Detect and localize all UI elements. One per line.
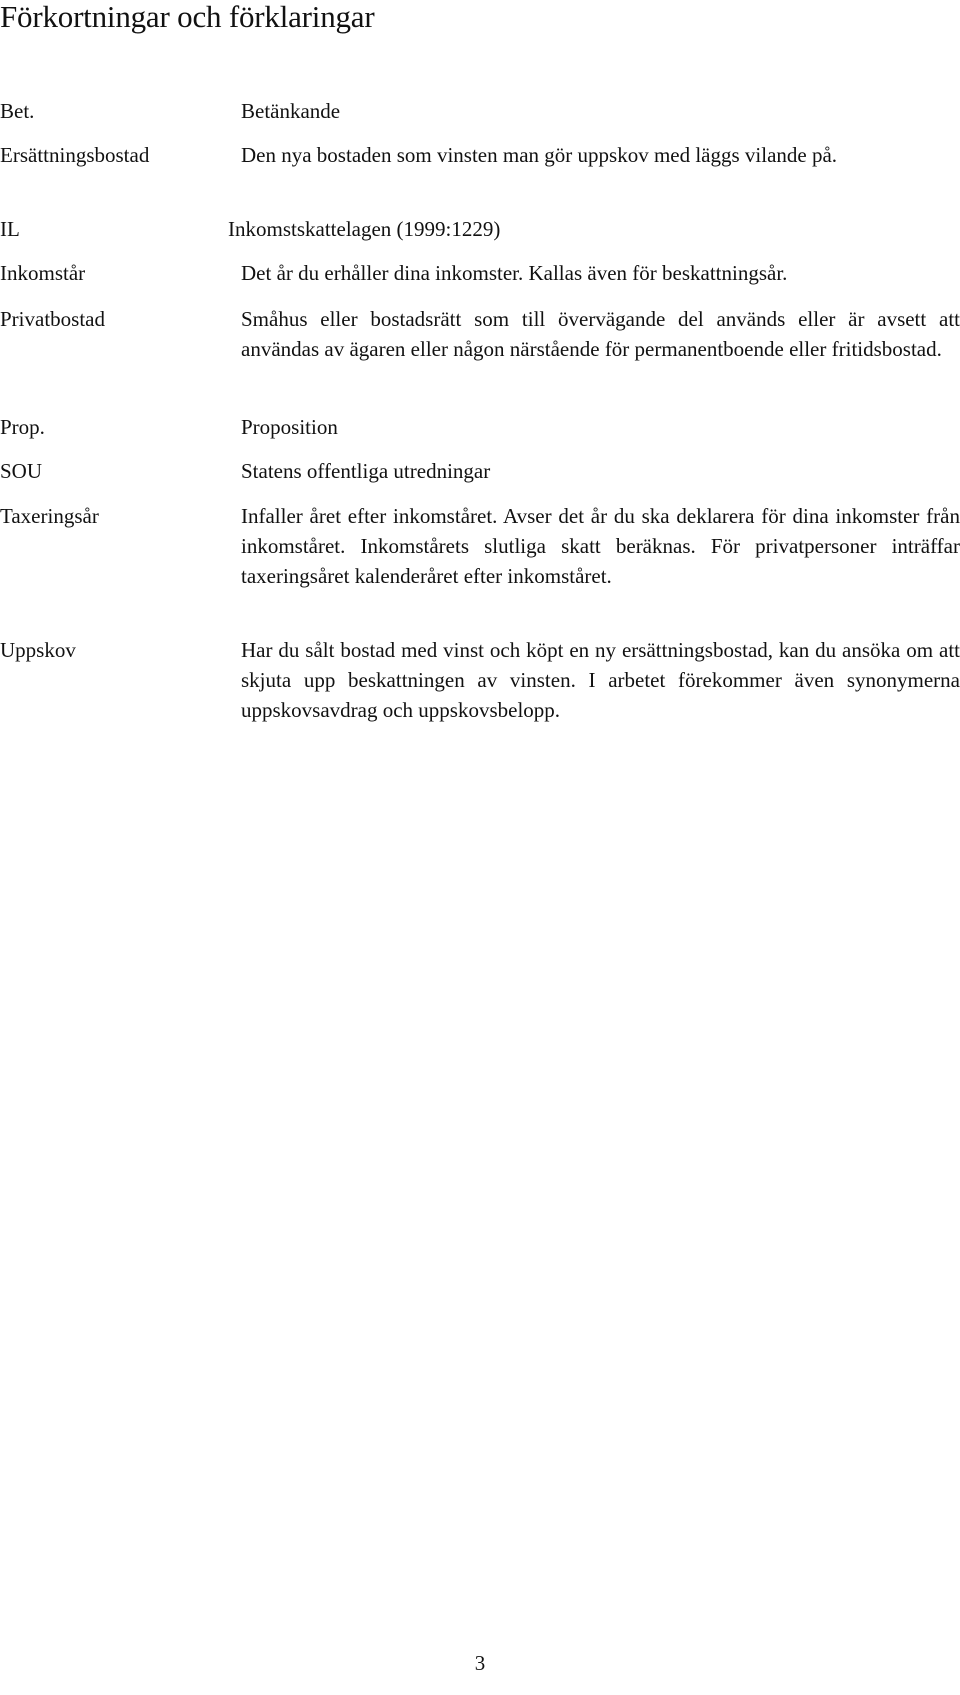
definition-ersattningsbostad: Den nya bostaden som vinsten man gör uppskov med läggs vilande på. xyxy=(241,143,838,167)
term-bet: Bet. xyxy=(0,99,35,123)
definition-bet: Betänkande xyxy=(241,99,341,123)
definition-sou: Statens offentliga utredningar xyxy=(241,459,491,483)
definition-il: Inkomstskattelagen (1999:1229) xyxy=(228,217,501,241)
term-uppskov: Uppskov xyxy=(0,638,76,662)
term-inkomstar: Inkomstår xyxy=(0,261,86,285)
term-ersattningsbostad: Ersättningsbostad xyxy=(0,143,150,167)
term-il: IL xyxy=(0,217,20,241)
definition-inkomstar: Det år du erhåller dina inkomster. Kallas även för beskattningsår. xyxy=(241,261,788,285)
term-privatbostad: Privatbostad xyxy=(0,307,105,331)
definition-uppskov: Har du sålt bostad med vinst och köpt en ny ersättningsbostad, kan du ansöka om att skjuta upp beskattningen av vinsten. I arbetet förekommer även synonymerna uppskovsavdrag och uppskovsbelopp. xyxy=(241,638,960,722)
term-sou: SOU xyxy=(0,459,43,483)
page-number: 3 xyxy=(474,1651,486,1675)
definition-privatbostad: Småhus eller bostadsrätt som till övervägande del används eller är avsett att användas av ägaren eller någon närstående för permanentboende eller fritidsbostad. xyxy=(241,307,960,361)
term-prop: Prop. xyxy=(0,415,45,439)
term-taxeringsar: Taxeringsår xyxy=(0,504,99,528)
definition-taxeringsar: Infaller året efter inkomståret. Avser det år du ska deklarera för dina inkomster från inkomståret. Inkomstårets slutliga skatt beräknas. För privatpersoner inträffar taxeringsåret kalenderåret efter inkomståret. xyxy=(241,504,960,588)
page-title: Förkortningar och förklaringar xyxy=(0,0,375,34)
definition-prop: Proposition xyxy=(241,415,338,439)
